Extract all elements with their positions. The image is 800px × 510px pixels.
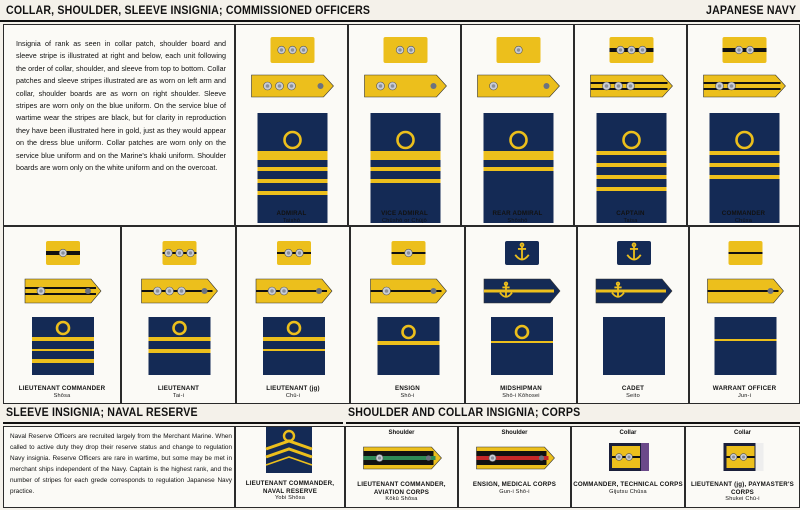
officer-cell: [235, 24, 348, 226]
sleeve-stripe: [597, 175, 667, 179]
officer-rank-label: [462, 210, 573, 225]
corps-tag: Shoulder: [388, 430, 415, 436]
corps-cell: [571, 426, 685, 508]
collar-star-center: [291, 48, 294, 51]
officer-rank-label: [349, 210, 460, 225]
officer-romaji: Taishō: [282, 217, 301, 224]
sleeve-stripe: [715, 339, 777, 341]
sleeve-stripe: [263, 349, 325, 351]
corps-tag: Collar: [619, 430, 637, 436]
collar-star-center: [178, 251, 181, 254]
corps-rank-label: [572, 481, 684, 496]
collar-star-center: [61, 251, 64, 254]
board-button: [202, 288, 208, 294]
board-star-center: [605, 84, 609, 88]
reserve-panel: [3, 426, 235, 508]
corps-romaji: Gijutsu Chūsa: [609, 488, 647, 495]
corps-rank: LIEUTENANT COMMANDER,: [357, 481, 446, 488]
officer-cell: [577, 226, 689, 404]
collar-stripe: [729, 252, 763, 254]
sleeve-stripe: [258, 167, 328, 171]
collar-star-center: [280, 48, 283, 51]
officer-rank: CAPTAIN: [616, 210, 645, 217]
officer-romaji: Shō-i: [400, 392, 415, 399]
corps-button: [539, 455, 544, 460]
reserve-rank-line2: NAVAL RESERVE: [262, 487, 318, 495]
sleeve-stripe: [149, 337, 211, 341]
collar-star-center: [748, 48, 751, 51]
officer-romaji: Shōsa: [53, 392, 71, 399]
board-stripe: [704, 82, 781, 84]
officer-cell: [461, 24, 574, 226]
reserve-sleeve-cell: [235, 426, 345, 508]
board-star-center: [629, 84, 633, 88]
officer-romaji: Chū-i: [285, 392, 301, 399]
officer-rank-label: [4, 385, 120, 400]
corps-rank: COMMANDER, TECHNICAL CORPS: [573, 481, 683, 488]
corps-cell: [345, 426, 458, 508]
board-stripe: [596, 290, 666, 293]
board-star-center: [391, 84, 395, 88]
reserve-rank-label: [236, 480, 344, 503]
sleeve-stripe: [32, 359, 94, 363]
board-button: [431, 288, 437, 294]
sleeve-stripe: [32, 349, 94, 351]
collar-star-center: [409, 48, 412, 51]
board-button: [318, 83, 324, 89]
officer-romaji: Seito: [626, 392, 640, 399]
officer-insignia-svg: [349, 25, 461, 226]
corps-romaji: Shukei Chū-i: [725, 496, 760, 502]
sleeve: [710, 113, 780, 223]
board-star-center: [278, 84, 282, 88]
collar-star-center: [298, 251, 301, 254]
corps-star-center: [742, 455, 745, 458]
officer-rank: MIDSHIPMAN: [500, 385, 542, 392]
corps-rank: LIEUTENANT (jg), PAYMASTER'S CORPS: [691, 481, 794, 496]
sleeve-stripe: [597, 151, 667, 155]
corps-band: [477, 456, 549, 460]
sleeve-stripe: [371, 179, 441, 183]
officer-romaji: Jun-i: [737, 392, 752, 399]
corps-star-center: [732, 455, 735, 458]
officer-rank: LIEUTENANT: [157, 385, 200, 392]
officer-rank: ADMIRAL: [276, 210, 307, 217]
corps-rank-label: [686, 481, 799, 504]
officer-cell: [236, 226, 350, 404]
board-star-center: [180, 289, 184, 293]
officer-insignia-svg: [237, 227, 350, 404]
corps-band: [364, 456, 436, 460]
officer-romaji: Shō-i Kōhosei: [502, 392, 540, 399]
collar-star-center: [407, 251, 410, 254]
board-button: [768, 288, 774, 294]
officer-insignia-svg: [688, 25, 800, 226]
sleeve: [149, 317, 211, 375]
collar-star-center: [302, 48, 305, 51]
collar-star-center: [287, 251, 290, 254]
board-stripe: [704, 88, 781, 90]
sleeve-stripe: [32, 337, 94, 341]
officer-rank: CADET: [621, 385, 645, 392]
corps-tag: Shoulder: [501, 430, 528, 436]
officer-insignia-svg: [4, 227, 121, 404]
sleeve-stripe: [258, 151, 328, 160]
corps-band: [756, 443, 764, 471]
officer-rank-label: [578, 385, 688, 400]
officer-rank: ENSIGN: [395, 385, 420, 392]
sleeve-stripe: [597, 163, 667, 167]
corps-rank-label: [459, 481, 570, 496]
corps-button: [426, 455, 431, 460]
officer-rank-label: [351, 385, 464, 400]
officer-romaji: Shōshō: [507, 217, 528, 224]
officer-rank: LIEUTENANT (jg): [266, 385, 320, 392]
collar-star-center: [641, 48, 644, 51]
sleeve-stripe: [597, 187, 667, 191]
board-stripe: [25, 287, 96, 289]
officer-romaji: Chūsa: [734, 217, 753, 224]
board-star-center: [492, 84, 496, 88]
board-star-center: [385, 289, 389, 293]
officer-rank: LIEUTENANT COMMANDER: [18, 385, 106, 392]
intro-text: Insignia of rank as seen in collar patch, shoulder board and sleeve stripe is illustrated at right and below, each unit following the order of collar, shoulder, and sleeve from top to bottom. Collar patches and sleeve stripes illustrated are as worn on left arm and collar, shoulder boards are as worn on right shoulder. Sleeve stripes are worn only on the blue uniform. On the service blue of wartime wear the stripes are black, but for clarity in reproduction they have been illustrated here in gold, just as they would appear on the dress blue uniform. Collar patches are worn only on the service blue uniform and on the Marine's khaki uniform. Shoulder boards are worn only on the white uniform and on the overcoat.: [16, 39, 226, 173]
officer-rank: VICE ADMIRAL: [381, 210, 428, 217]
officer-cell: [689, 226, 800, 404]
board-star-center: [718, 84, 722, 88]
sleeve: [603, 317, 665, 375]
officer-cell: [574, 24, 687, 226]
sleeve: [263, 317, 325, 375]
officer-rank: COMMANDER: [721, 210, 766, 217]
sleeve-stripe: [258, 191, 328, 195]
collar-star-center: [167, 251, 170, 254]
board-star-center: [730, 84, 734, 88]
board-star-center: [270, 289, 274, 293]
officer-cell: [121, 226, 236, 404]
board-star-center: [617, 84, 621, 88]
officer-romaji: Taisa: [623, 217, 638, 224]
collar-star-center: [517, 48, 520, 51]
officer-cell: [350, 226, 465, 404]
navy-title: JAPANESE NAVY: [706, 5, 797, 17]
officer-romaji: Chūshō or Chūjō: [382, 217, 427, 224]
sleeve-stripe: [710, 163, 780, 167]
officer-insignia-svg: [236, 25, 348, 226]
sleeve-stripe: [710, 175, 780, 179]
sleeve-stripe: [371, 151, 441, 160]
board-button: [544, 83, 550, 89]
corps-rank: ENSIGN, MEDICAL CORPS: [472, 481, 557, 488]
board-star-center: [168, 289, 172, 293]
officer-rank-label: [236, 210, 347, 225]
officer-rank-label: [122, 385, 235, 400]
sleeve: [715, 317, 777, 375]
officer-insignia-svg: [575, 25, 687, 226]
corps-tag: Collar: [733, 430, 751, 436]
collar-stripe: [277, 252, 311, 254]
officer-rank: WARRANT OFFICER: [712, 385, 777, 392]
reserve-heading: SLEEVE INSIGNIA; NAVAL RESERVE: [6, 407, 198, 419]
officer-insignia-svg: [690, 227, 800, 404]
board-button: [431, 83, 437, 89]
sleeve: [32, 317, 94, 375]
collar-star-center: [630, 48, 633, 51]
board-button: [316, 288, 322, 294]
collar-star-center: [189, 251, 192, 254]
collar-stripe: [723, 48, 767, 52]
board-stripe: [484, 290, 554, 293]
corps-rule: [346, 422, 800, 424]
sleeve-stripe: [263, 337, 325, 341]
corps-romaji: Gun-i Shō-i: [499, 488, 530, 495]
officer-romaji: Tai-i: [172, 392, 185, 399]
reserve-rank-line1: LIEUTENANT COMMANDER,: [245, 480, 335, 487]
corps-star-center: [627, 455, 630, 458]
intro-panel: [3, 24, 235, 226]
sleeve-stripe: [258, 179, 328, 183]
officer-rank-label: [575, 210, 686, 225]
officer-insignia-svg: [462, 25, 574, 226]
sleeve: [597, 113, 667, 223]
corps-rank-label: [346, 481, 457, 504]
board-star-center: [266, 84, 270, 88]
reserve-rule: [3, 422, 343, 424]
corps-star-center: [378, 456, 381, 459]
officer-insignia-svg: [122, 227, 236, 404]
officer-cell: [348, 24, 461, 226]
corps-cell: [458, 426, 571, 508]
board-star-center: [39, 289, 43, 293]
collar-star-center: [619, 48, 622, 51]
corps-romaji: Kōkū Shōsa: [385, 496, 418, 502]
sleeve-stripe: [484, 151, 554, 160]
reserve-text: Naval Reserve Officers are recruited largely from the Merchant Marine. When called to active duty they drop their reserve status and change to regulation Navy insignia. Reserve Officers are rare in wartime, but some may be met in merchant ships independent of the Navy. Captain is the highest rank, and the number of stripes for each grede corresponds to regulation Japanese Navy practice.: [10, 433, 232, 495]
corps-cell: [685, 426, 800, 508]
board-star-center: [290, 84, 294, 88]
officer-rank-label: [688, 210, 799, 225]
corps-heading: SHOULDER AND COLLAR INSIGNIA; CORPS: [348, 407, 581, 419]
officer-insignia-svg: [466, 227, 577, 404]
officer-rank-label: [466, 385, 576, 400]
sleeve-stripe: [710, 151, 780, 155]
board-star-center: [379, 84, 383, 88]
collar-patch: [384, 37, 428, 63]
sleeve-stripe: [484, 167, 554, 171]
officer-rank: REAR ADMIRAL: [492, 210, 543, 217]
board-stripe: [25, 293, 96, 295]
sleeve-stripe: [149, 349, 211, 353]
officer-cell: [687, 24, 800, 226]
collar-star-center: [737, 48, 740, 51]
reserve-romaji: Yobi Shōsa: [274, 495, 306, 501]
corps-star-center: [491, 456, 494, 459]
corps-rank-line2: AVIATION CORPS: [373, 488, 430, 496]
page-title: COLLAR, SHOULDER, SLEEVE INSIGNIA; COMMISSIONED OFFICERS: [6, 5, 371, 17]
corps-star-center: [617, 455, 620, 458]
corps-band: [641, 443, 649, 471]
board-button: [85, 288, 91, 294]
officer-insignia-svg: [578, 227, 689, 404]
board-star-center: [282, 289, 286, 293]
officer-insignia-svg: [351, 227, 465, 404]
sleeve-stripe: [491, 341, 553, 343]
officer-cell: [465, 226, 577, 404]
board-star-center: [156, 289, 160, 293]
officer-rank-label: [690, 385, 799, 400]
collar-star-center: [398, 48, 401, 51]
sleeve-stripe: [371, 167, 441, 171]
sleeve-stripe: [378, 341, 440, 345]
header-rule: [0, 20, 800, 22]
officer-rank-label: [237, 385, 349, 400]
officer-cell: [3, 226, 121, 404]
